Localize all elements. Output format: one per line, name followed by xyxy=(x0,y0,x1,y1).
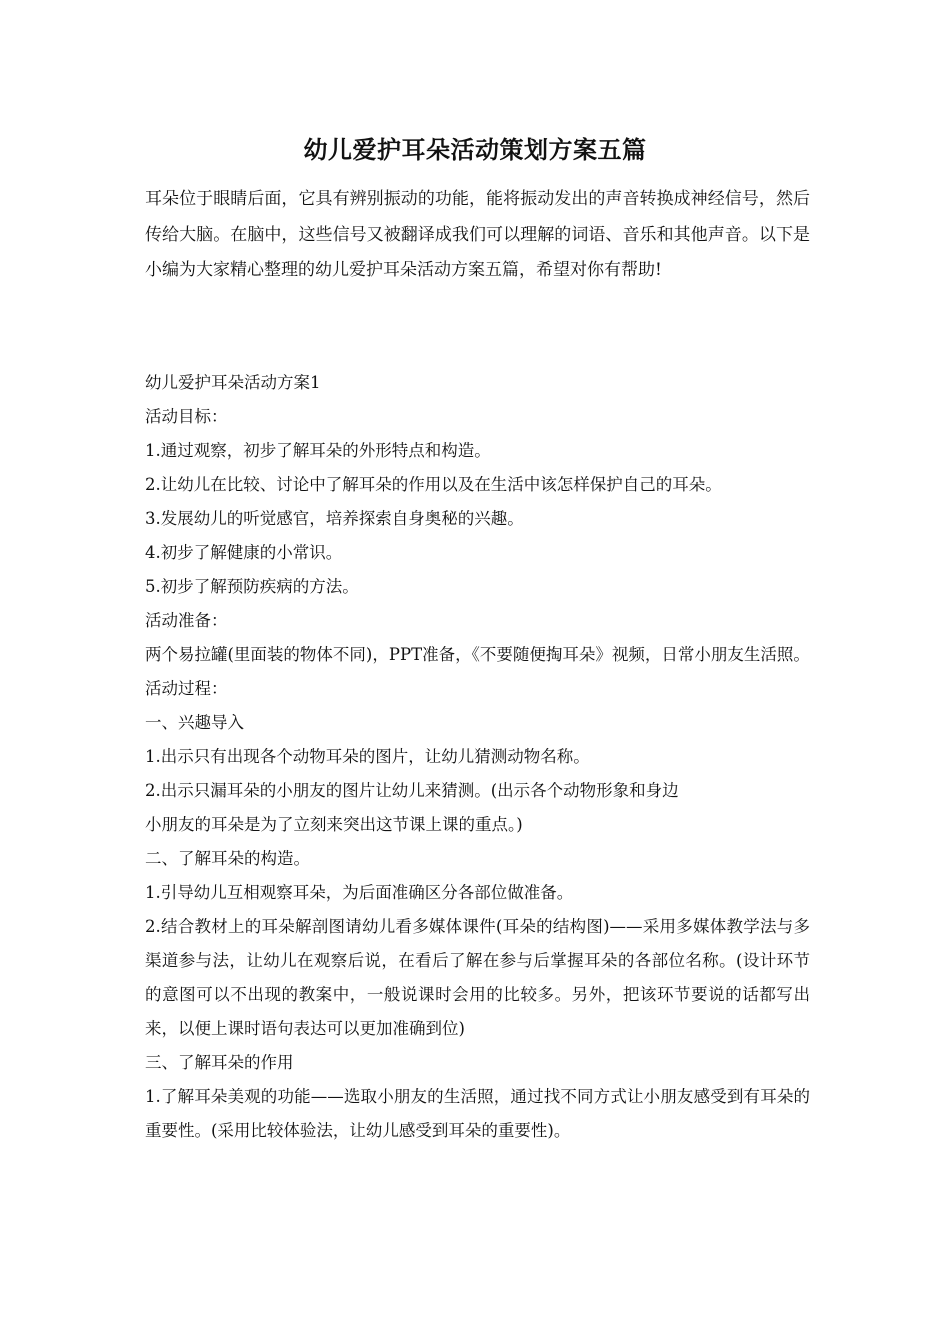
step-3-heading: 三、了解耳朵的作用 xyxy=(145,1053,294,1072)
goal-item-3: 3.发展幼儿的听觉感官，培养探索自身奥秘的兴趣。 xyxy=(145,509,524,528)
goals-heading: 活动目标： xyxy=(145,407,228,426)
intro-paragraph: 耳朵位于眼睛后面，它具有辨别振动的功能，能将振动发出的声音转换成神经信号，然后传给大脑。在脑中，这些信号又被翻译成我们可以理解的词语、音乐和其他声音。以下是小编为大家精心整理的幼儿爱护耳朵活动方案五篇，希望对你有帮助! xyxy=(145,189,810,280)
goal-item-4: 4.初步了解健康的小常识。 xyxy=(145,543,343,562)
process-heading: 活动过程： xyxy=(145,679,228,698)
step-1-item-1: 1.出示只有出现各个动物耳朵的图片，让幼儿猜测动物名称。 xyxy=(145,747,590,766)
preparation-heading: 活动准备： xyxy=(145,611,228,630)
goal-item-1: 1.通过观察，初步了解耳朵的外形特点和构造。 xyxy=(145,441,491,460)
step-2-heading: 二、了解耳朵的构造。 xyxy=(145,849,310,868)
step-2-item-1: 1.引导幼儿互相观察耳朵，为后面准确区分各部位做准备。 xyxy=(145,883,574,902)
body-content xyxy=(145,366,810,1148)
section-heading-plan-1: 幼儿爱护耳朵活动方案1 xyxy=(145,373,321,392)
goal-item-5: 5.初步了解预防疾病的方法。 xyxy=(145,577,359,596)
step-1-item-2-cont: 小朋友的耳朵是为了立刻来突出这节课上课的重点。) xyxy=(145,815,523,834)
goal-item-2: 2.让幼儿在比较、讨论中了解耳朵的作用以及在生活中该怎样保护自己的耳朵。 xyxy=(145,475,722,494)
step-3-item-1: 1.了解耳朵美观的功能——选取小朋友的生活照，通过找不同方式让小朋友感受到有耳朵的重要性。(采用比较体验法，让幼儿感受到耳朵的重要性)。 xyxy=(145,1087,810,1140)
step-1-item-2: 2.出示只漏耳朵的小朋友的图片让幼儿来猜测。(出示各个动物形象和身边 xyxy=(145,781,679,800)
preparation-text: 两个易拉罐(里面装的物体不同)，PPT准备，《不要随便掏耳朵》视频，日常小朋友生活照。 xyxy=(145,645,810,664)
document-title: 幼儿爱护耳朵活动策划方案五篇 xyxy=(303,135,647,164)
step-1-heading: 一、兴趣导入 xyxy=(145,713,244,732)
step-2-item-2: 2.结合教材上的耳朵解剖图请幼儿看多媒体课件(耳朵的结构图)——采用多媒体教学法与多渠道参与法，让幼儿在观察后说，在看后了解在参与后掌握耳朵的各部位名称。(设计环节的意图可以不出现的教案中，一般说课时会用的比较多。另外，把该环节要说的话都写出来，以便上课时语句表达可以更加准确到位) xyxy=(145,917,810,1038)
